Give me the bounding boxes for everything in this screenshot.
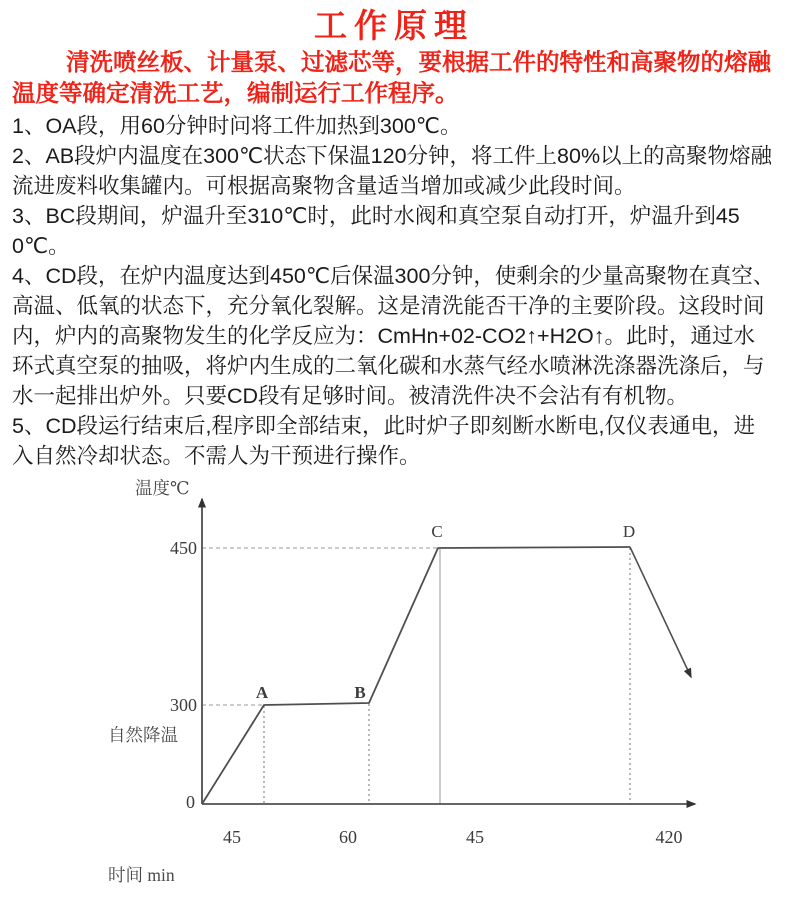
point-label-A: A <box>255 683 269 702</box>
temperature-curve <box>202 547 630 804</box>
body-paragraph: 1、OA段，用60分钟时问将工件加热到300℃。 <box>12 114 462 138</box>
body-paragraph: 4、CD段，在炉内温度达到450℃后保温300分钟，使剩余的少量高聚物在真空、高温、低氧的状态下，充分氧化裂解。这是清洗能否干净的主要阶段。这段时间内，炉内的高聚物发生的化学反应为：CmHn+02-CO2↑+H2O↑。此时，通过水环式真空泵的抽吸，将炉内生成的二氧化碳和水蒸气经水喷淋洗涤器洗涤后，与水一起排出炉外。只要CD段有足够时间。被清洗件决不会沾有有机物。 <box>12 264 775 408</box>
x-seg-45b: 45 <box>466 827 484 847</box>
y-axis-title: 温度℃ <box>135 478 190 498</box>
x-seg-45a: 45 <box>223 827 241 847</box>
intro-paragraph: 清洗喷丝板、计量泵、过滤芯等，要根据工件的特性和高聚物的熔融温度等确定清洗工艺，编制运行工作程序。 <box>12 49 771 106</box>
body-paragraphs <box>12 111 776 471</box>
point-label-D: D <box>622 522 636 541</box>
cooling-annotation: 自然降温 <box>108 725 178 745</box>
x-axis-title: 时间 min <box>108 865 175 885</box>
chart-canvas <box>97 477 717 897</box>
page-title: 工作原理 <box>314 7 474 44</box>
body-paragraph: 2、AB段炉内温度在300℃状态下保温120分钟，将工件上80%以上的高聚物熔融流进废料收集罐内。可根据高聚物含量适当增加或减少此段时间。 <box>12 144 773 198</box>
point-label-B: B <box>354 683 366 702</box>
x-seg-60: 60 <box>339 827 357 847</box>
y-tick-450: 450 <box>170 538 197 558</box>
cooling-arrow <box>630 547 691 677</box>
y-tick-300: 300 <box>170 695 197 715</box>
point-label-C: C <box>431 522 443 541</box>
y-tick-0: 0 <box>186 792 195 812</box>
x-seg-420: 420 <box>655 827 683 847</box>
temperature-time-chart <box>97 477 717 897</box>
body-paragraph: 3、BC段期间，炉温升至310℃时，此时水阀和真空泵自动打开，炉温升到450℃。 <box>12 204 740 258</box>
body-paragraph: 5、CD段运行结束后,程序即全部结束，此时炉子即刻断水断电,仅仪表通电，进入自然冷却状态。不需人为干预进行操作。 <box>12 414 755 468</box>
